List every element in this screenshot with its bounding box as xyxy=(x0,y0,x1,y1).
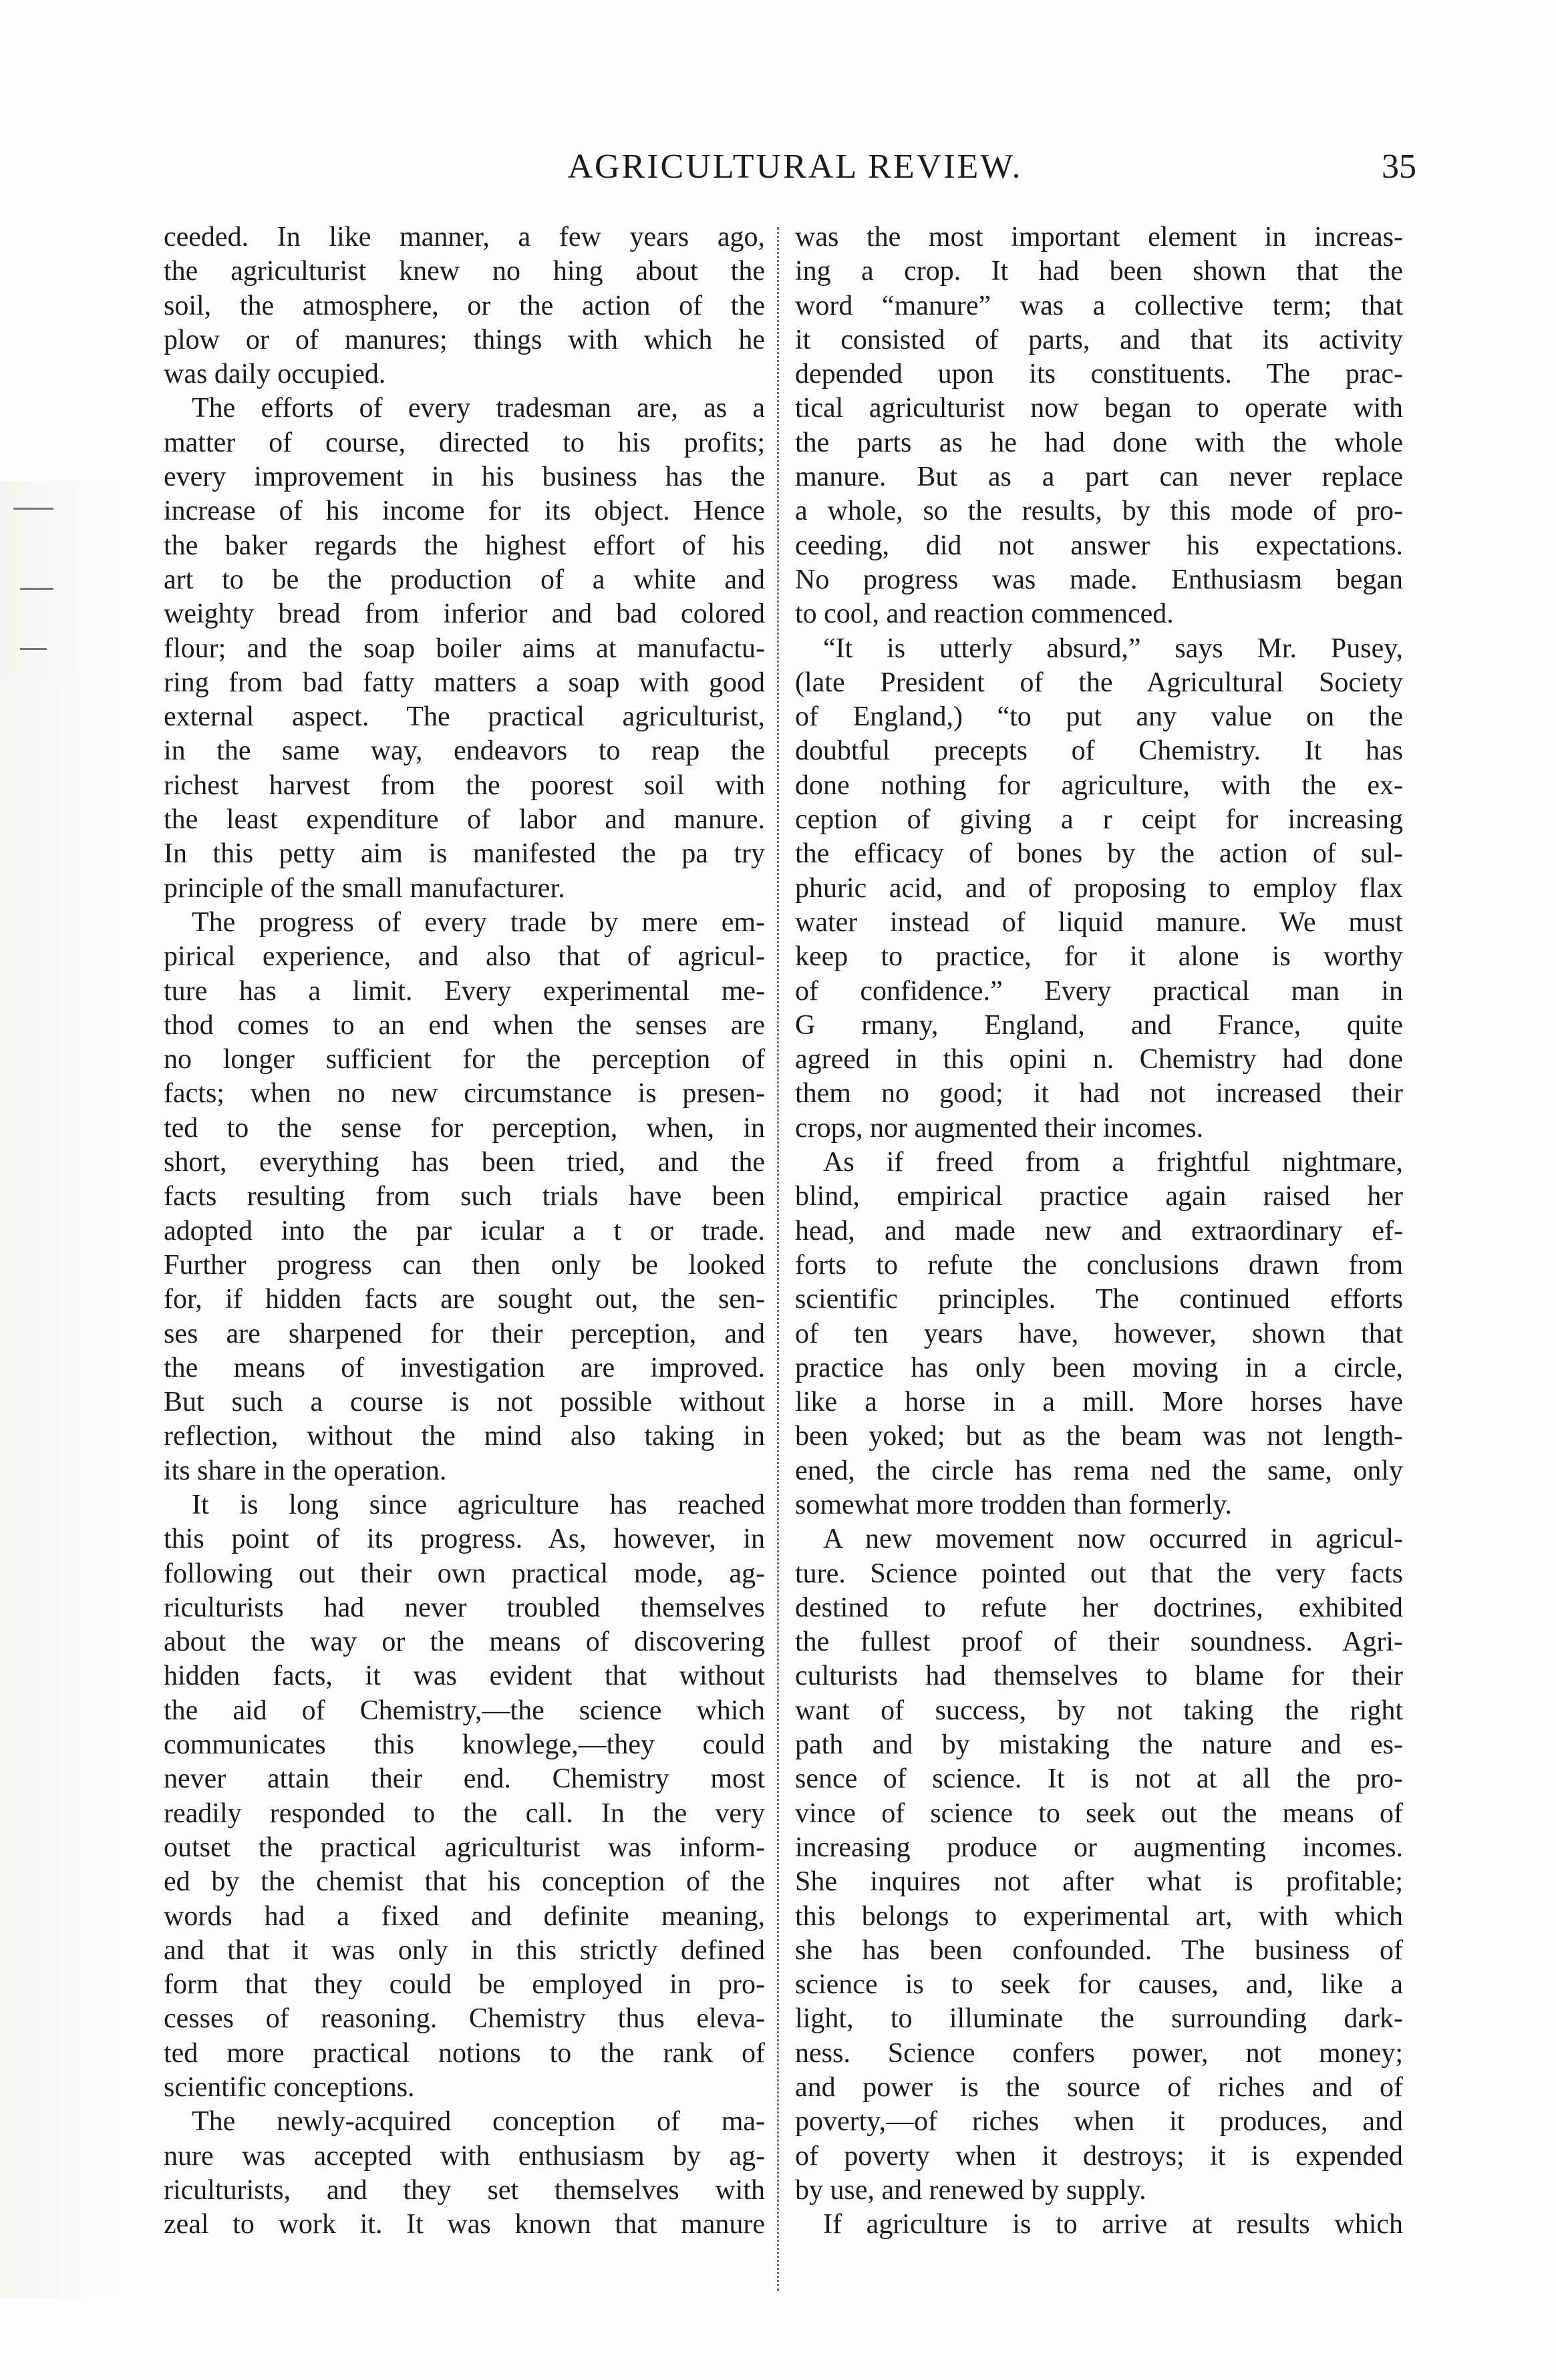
text-line: ception of giving a r ceipt for increasing xyxy=(795,804,1403,836)
text-line: sence of science. It is not at all the pro- xyxy=(795,1763,1403,1795)
text-line: tical agriculturist now began to operate with xyxy=(795,393,1403,424)
text-line: vince of science to seek out the means of xyxy=(795,1798,1403,1829)
facing-page-bleed xyxy=(0,481,127,2298)
text-line: A new movement now occurred in agricul- xyxy=(823,1524,1403,1555)
text-line: the baker regards the highest effort of his xyxy=(164,530,765,561)
text-line: of England,) “to put any value on the xyxy=(795,701,1403,733)
text-line: never attain their end. Chemistry most xyxy=(164,1763,765,1795)
text-line: pirical experience, and also that of agricul- xyxy=(164,941,765,973)
text-line: them no good; it had not increased their xyxy=(795,1078,1403,1110)
text-line: path and by mistaking the nature and es- xyxy=(795,1729,1403,1761)
text-line: the fullest proof of their soundness. Agri- xyxy=(795,1627,1403,1658)
text-line: like a horse in a mill. More horses have xyxy=(795,1387,1403,1418)
text-line: forts to refute the conclusions drawn from xyxy=(795,1249,1403,1281)
text-line: short, everything has been tried, and the xyxy=(164,1147,765,1178)
text-line: this belongs to experimental art, with which xyxy=(795,1900,1403,1932)
text-line: In this petty aim is manifested the pa try xyxy=(164,838,765,870)
text-line: somewhat more trodden than formerly. xyxy=(795,1489,1232,1520)
text-line: The efforts of every tradesman are, as a xyxy=(192,393,765,424)
text-line: ring from bad fatty matters a soap with good xyxy=(164,667,765,698)
text-line: ceeded. In like manner, a few years ago, xyxy=(164,222,765,252)
text-line: by use, and renewed by supply. xyxy=(795,2174,1146,2206)
text-line: keep to practice, for it alone is worthy xyxy=(795,941,1403,973)
text-line: facts resulting from such trials have been xyxy=(164,1181,765,1212)
text-line: of ten years have, however, shown that xyxy=(795,1318,1403,1349)
text-line: communicates this knowlege,—they could xyxy=(164,1729,765,1761)
text-line: its share in the operation. xyxy=(164,1455,447,1486)
text-line: done nothing for agriculture, with the ex- xyxy=(795,770,1403,801)
text-line: weighty bread from inferior and bad colored xyxy=(164,599,765,630)
bleed-mark xyxy=(20,588,53,590)
text-line: ened, the circle has rema ned the same, only xyxy=(795,1455,1403,1486)
text-line: facts; when no new circumstance is presen- xyxy=(164,1078,765,1110)
text-line: light, to illuminate the surrounding dark- xyxy=(795,2003,1403,2035)
text-line: ted to the sense for perception, when, in xyxy=(164,1112,765,1144)
text-line: words had a fixed and definite meaning, xyxy=(164,1900,765,1932)
text-line: zeal to work it. It was known that manure xyxy=(164,2209,765,2240)
text-line: principle of the small manufacturer. xyxy=(164,872,565,904)
text-line: ceeding, did not answer his expectations. xyxy=(795,530,1403,561)
text-line: outset the practical agriculturist was inform- xyxy=(164,1832,765,1863)
text-line: and that it was only in this strictly defined xyxy=(164,1934,765,1966)
text-line: head, and made new and extraordinary ef- xyxy=(795,1215,1403,1246)
right-column xyxy=(795,220,1403,2242)
text-line: external aspect. The practical agriculturist, xyxy=(164,701,765,733)
text-line: was the most important element in increas- xyxy=(795,222,1403,252)
text-line: a whole, so the results, by this mode of pro- xyxy=(795,496,1403,527)
text-line: ness. Science confers power, not money; xyxy=(795,2037,1403,2069)
text-line: ing a crop. It had been shown that the xyxy=(795,256,1403,287)
bleed-mark xyxy=(13,508,53,510)
text-line: The progress of every trade by mere em- xyxy=(192,906,765,938)
text-line: form that they could be employed in pro- xyxy=(164,1969,765,2001)
page-header xyxy=(160,134,1430,194)
text-line: crops, nor augmented their incomes. xyxy=(795,1112,1204,1144)
text-line: increase of his income for its object. Hence xyxy=(164,496,765,527)
text-line: of poverty when it destroys; it is expended xyxy=(795,2140,1403,2172)
text-line: cesses of reasoning. Chemistry thus eleva- xyxy=(164,2003,765,2035)
text-line: blind, empirical practice again raised her xyxy=(795,1181,1403,1212)
text-line: phuric acid, and of proposing to employ flax xyxy=(795,872,1403,904)
text-line: of confidence.” Every practical man in xyxy=(795,975,1403,1007)
text-line: she has been confounded. The business of xyxy=(795,1934,1403,1966)
text-line: art to be the production of a white and xyxy=(164,564,765,595)
left-column xyxy=(164,220,765,2242)
text-line: “It is utterly absurd,” says Mr. Pusey, xyxy=(823,633,1403,664)
text-line: matter of course, directed to his profits; xyxy=(164,427,765,458)
text-line: depended upon its constituents. The prac- xyxy=(795,359,1403,390)
text-line: thod comes to an end when the senses are xyxy=(164,1009,765,1041)
text-line: the least expenditure of labor and manure. xyxy=(164,804,765,836)
page-number: 35 xyxy=(1382,148,1416,186)
text-line: poverty,—of riches when it produces, and xyxy=(795,2106,1403,2138)
text-line: doubtful precepts of Chemistry. It has xyxy=(795,735,1403,767)
text-line: been yoked; but as the beam was not length- xyxy=(795,1421,1403,1452)
text-line: increasing produce or augmenting incomes. xyxy=(795,1832,1403,1863)
text-line: ture. Science pointed out that the very facts xyxy=(795,1558,1403,1589)
column-divider xyxy=(777,227,779,2291)
text-line: the parts as he had done with the whole xyxy=(795,427,1403,458)
text-line: G rmany, England, and France, quite xyxy=(795,1009,1403,1041)
text-line: flour; and the soap boiler aims at manufactu- xyxy=(164,633,765,664)
text-line: ture has a limit. Every experimental me- xyxy=(164,975,765,1007)
text-line: riculturists had never troubled themselves xyxy=(164,1592,765,1623)
text-line: No progress was made. Enthusiasm began xyxy=(795,564,1403,595)
text-line: and power is the source of riches and of xyxy=(795,2072,1403,2103)
text-line: hidden facts, it was evident that without xyxy=(164,1661,765,1692)
text-line: destined to refute her doctrines, exhibited xyxy=(795,1592,1403,1623)
text-line: (late President of the Agricultural Society xyxy=(795,667,1403,698)
text-line: practice has only been moving in a circle, xyxy=(795,1352,1403,1383)
text-line: the agriculturist knew no hing about the xyxy=(164,256,765,287)
text-line: to cool, and reaction commenced. xyxy=(795,599,1174,630)
text-line: the aid of Chemistry,—the science which xyxy=(164,1695,765,1726)
text-line: agreed in this opini n. Chemistry had done xyxy=(795,1044,1403,1075)
text-line: culturists had themselves to blame for their xyxy=(795,1661,1403,1692)
text-line: was daily occupied. xyxy=(164,359,386,390)
running-head: AGRICULTURAL REVIEW. xyxy=(567,148,1023,186)
text-line: riculturists, and they set themselves with xyxy=(164,2174,765,2206)
text-line: ses are sharpened for their perception, and xyxy=(164,1318,765,1349)
text-line: scientific conceptions. xyxy=(164,2072,415,2103)
text-line: scientific principles. The continued efforts xyxy=(795,1284,1403,1315)
text-line: But such a course is not possible without xyxy=(164,1387,765,1418)
text-line: water instead of liquid manure. We must xyxy=(795,906,1403,938)
text-line: no longer sufficient for the perception of xyxy=(164,1044,765,1075)
text-line: the means of investigation are improved. xyxy=(164,1352,765,1383)
text-line: science is to seek for causes, and, like a xyxy=(795,1969,1403,2001)
text-line: adopted into the par icular a t or trade. xyxy=(164,1215,765,1246)
text-line: this point of its progress. As, however, in xyxy=(164,1524,765,1555)
text-line: ted more practical notions to the rank of xyxy=(164,2037,765,2069)
text-line: As if freed from a frightful nightmare, xyxy=(823,1147,1403,1178)
text-line: every improvement in his business has the xyxy=(164,462,765,493)
text-line: She inquires not after what is profitable; xyxy=(795,1866,1403,1898)
text-line: ed by the chemist that his conception of the xyxy=(164,1866,765,1898)
text-line: it consisted of parts, and that its activity xyxy=(795,324,1403,355)
text-line: in the same way, endeavors to reap the xyxy=(164,735,765,767)
text-line: The newly-acquired conception of ma- xyxy=(192,2106,765,2138)
text-line: about the way or the means of discovering xyxy=(164,1627,765,1658)
text-line: want of success, by not taking the right xyxy=(795,1695,1403,1726)
text-line: plow or of manures; things with which he xyxy=(164,324,765,355)
bleed-mark xyxy=(20,648,47,650)
text-line: soil, the atmosphere, or the action of the xyxy=(164,290,765,321)
text-line: manure. But as a part can never replace xyxy=(795,462,1403,493)
text-line: for, if hidden facts are sought out, the sen- xyxy=(164,1284,765,1315)
text-line: reflection, without the mind also taking in xyxy=(164,1421,765,1452)
text-line: readily responded to the call. In the very xyxy=(164,1798,765,1829)
text-line: following out their own practical mode, ag- xyxy=(164,1558,765,1589)
text-line: the efficacy of bones by the action of sul- xyxy=(795,838,1403,870)
text-line: If agriculture is to arrive at results which xyxy=(823,2209,1403,2240)
text-line: richest harvest from the poorest soil with xyxy=(164,770,765,801)
text-line: nure was accepted with enthusiasm by ag- xyxy=(164,2140,765,2172)
text-line: word “manure” was a collective term; that xyxy=(795,290,1403,321)
text-line: Further progress can then only be looked xyxy=(164,1249,765,1281)
text-line: It is long since agriculture has reached xyxy=(192,1489,765,1520)
